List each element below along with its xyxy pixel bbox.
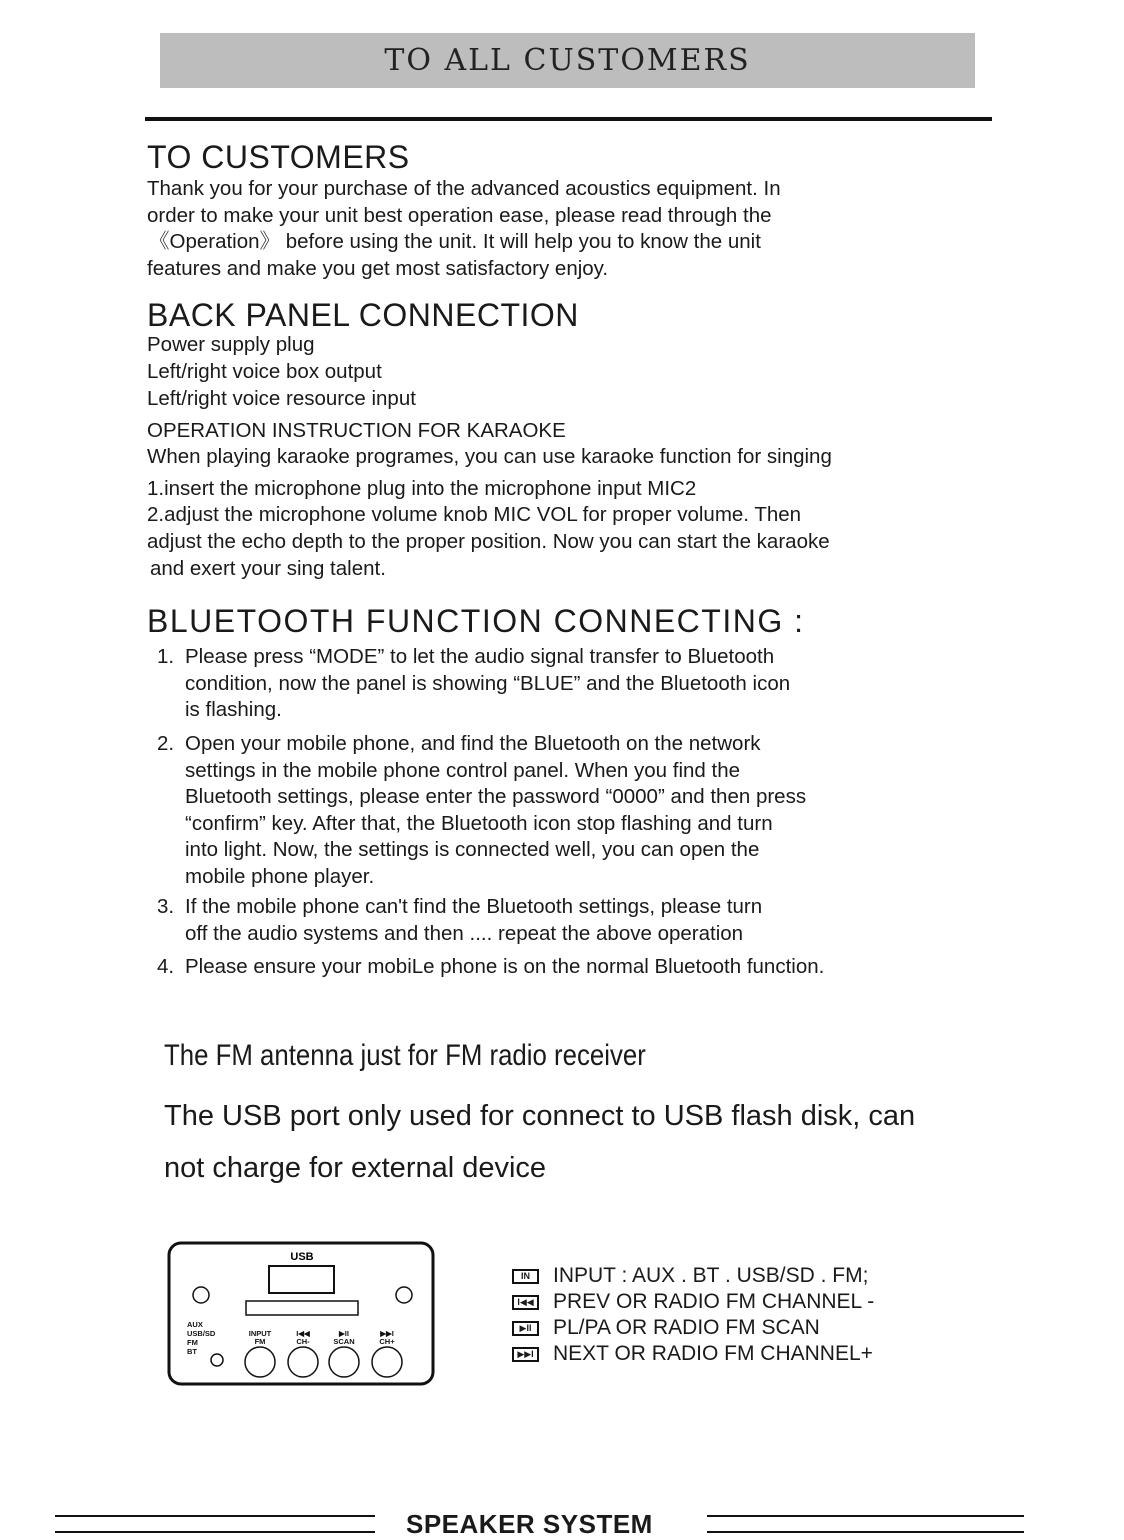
bluetooth-steps — [147, 644, 1027, 980]
paragraph-line: order to make your unit best operation ease, please read through the — [147, 203, 772, 227]
screw-hole-icon — [396, 1287, 412, 1303]
list-item — [147, 954, 1027, 981]
prev-knob-icon — [288, 1347, 318, 1377]
karaoke-step: and exert your sing talent. — [150, 556, 386, 580]
section-back-panel — [147, 296, 1027, 582]
legend-row — [512, 1289, 874, 1315]
mode-label: BT — [187, 1347, 197, 1356]
step-line: Bluetooth settings, please enter the password “0000” and then press — [185, 785, 807, 809]
step-line: condition, now the panel is showing “BLUE” and the Bluetooth icon — [185, 671, 791, 695]
button-label: I◀◀ — [296, 1329, 310, 1338]
step-line: Open your mobile phone, and find the Bluetooth on the network — [185, 731, 761, 755]
prev-icon: I◀◀ — [512, 1295, 539, 1310]
legend-text: PL/PA OR RADIO FM SCAN — [553, 1316, 820, 1339]
step-line: into light. Now, the settings is connected well, you can open the — [185, 838, 760, 862]
mode-label: FM — [187, 1338, 198, 1347]
footer-rule — [55, 1515, 375, 1517]
header-rule — [145, 117, 992, 121]
list-item — [147, 644, 1027, 724]
button-label: ▶▶I — [380, 1329, 394, 1338]
control-panel-diagram — [166, 1238, 436, 1388]
legend-row — [512, 1341, 874, 1367]
banner-title: TO ALL CUSTOMERS — [384, 43, 751, 78]
usb-port-icon — [269, 1266, 334, 1293]
step-number: 1. — [157, 645, 175, 669]
karaoke-step: 1.insert the microphone plug into the microphone input MIC2 — [147, 476, 697, 500]
karaoke-intro: When playing karaoke programes, you can use karaoke function for singing — [147, 445, 832, 469]
usb-note-line: The USB port only used for connect to USB flash disk, can — [164, 1100, 916, 1132]
step-line: If the mobile phone can't find the Bluetooth settings, please turn — [185, 895, 763, 919]
input-icon: IN — [512, 1269, 539, 1284]
step-line: “confirm” key. After that, the Bluetooth icon stop flashing and turn — [185, 811, 773, 835]
footer-title: SPEAKER SYSTEM — [406, 1509, 653, 1539]
sd-slot-icon — [246, 1301, 358, 1315]
indicator-led-icon — [211, 1354, 223, 1366]
button-label: ▶II — [339, 1329, 349, 1338]
karaoke-step: adjust the echo depth to the proper position. Now you can start the karaoke — [147, 529, 830, 553]
step-line: is flashing. — [185, 698, 282, 722]
next-knob-icon — [372, 1347, 402, 1377]
legend-text: NEXT OR RADIO FM CHANNEL+ — [553, 1342, 873, 1365]
section-heading: TO CUSTOMERS — [147, 139, 410, 175]
section-customers — [147, 138, 1027, 282]
footer-rule — [707, 1531, 1024, 1533]
button-legend — [512, 1263, 874, 1367]
fm-antenna-note: The FM antenna just for FM radio receiver — [164, 1039, 646, 1072]
step-number: 4. — [157, 954, 175, 978]
step-line: Please ensure your mobiLe phone is on the normal Bluetooth function. — [185, 954, 825, 978]
step-number: 3. — [157, 895, 175, 919]
step-line: settings in the mobile phone control panel. When you find the — [185, 758, 740, 782]
connection-item: Left/right voice resource input — [147, 386, 416, 410]
legend-row — [512, 1263, 874, 1289]
connection-item: Power supply plug — [147, 333, 315, 357]
paragraph-line: Thank you for your purchase of the advanced acoustics equipment. In — [147, 177, 781, 200]
mode-label: AUX — [187, 1320, 203, 1329]
step-line: off the audio systems and then .... repeat the above operation — [185, 922, 744, 946]
section-heading: BLUETOOTH FUNCTION CONNECTING : — [147, 603, 805, 640]
button-label: CH+ — [379, 1337, 395, 1346]
footer-rule — [707, 1515, 1024, 1517]
button-label: INPUT — [248, 1329, 272, 1338]
page-banner — [160, 33, 975, 88]
input-knob-icon — [245, 1347, 275, 1377]
screw-hole-icon — [193, 1287, 209, 1303]
step-line: Please press “MODE” to let the audio signal transfer to Bluetooth — [185, 645, 775, 669]
list-item — [147, 894, 1027, 947]
connection-item: Left/right voice box output — [147, 359, 382, 383]
karaoke-step: 2.adjust the microphone volume knob MIC VOL for proper volume. Then — [147, 503, 802, 527]
legend-row — [512, 1315, 874, 1341]
paragraph-line: features and make you get most satisfactory enjoy. — [147, 256, 609, 280]
list-item — [147, 731, 1027, 891]
button-label: CH- — [296, 1337, 310, 1346]
karaoke-heading: OPERATION INSTRUCTION FOR KARAOKE — [147, 419, 566, 443]
step-line: mobile phone player. — [185, 864, 375, 888]
section-bluetooth — [147, 602, 1027, 980]
button-label: FM — [254, 1337, 266, 1346]
usb-label: USB — [290, 1251, 314, 1263]
usb-note-line: not charge for external device — [164, 1152, 547, 1184]
footer-rule — [55, 1531, 375, 1533]
scan-knob-icon — [329, 1347, 359, 1377]
legend-text: INPUT : AUX . BT . USB/SD . FM; — [553, 1264, 869, 1287]
button-label: SCAN — [333, 1337, 355, 1346]
mode-label: USB/SD — [187, 1329, 216, 1338]
play-pause-icon: ▶II — [512, 1321, 539, 1336]
section-heading: BACK PANEL CONNECTION — [147, 297, 579, 334]
paragraph-line: 《Operation》 before using the unit. It will help you to know the unit — [149, 230, 761, 254]
next-icon: ▶▶I — [512, 1347, 539, 1362]
main-content — [147, 138, 1027, 980]
legend-text: PREV OR RADIO FM CHANNEL - — [553, 1290, 875, 1313]
step-number: 2. — [157, 731, 175, 755]
notes-block — [164, 1036, 915, 1194]
